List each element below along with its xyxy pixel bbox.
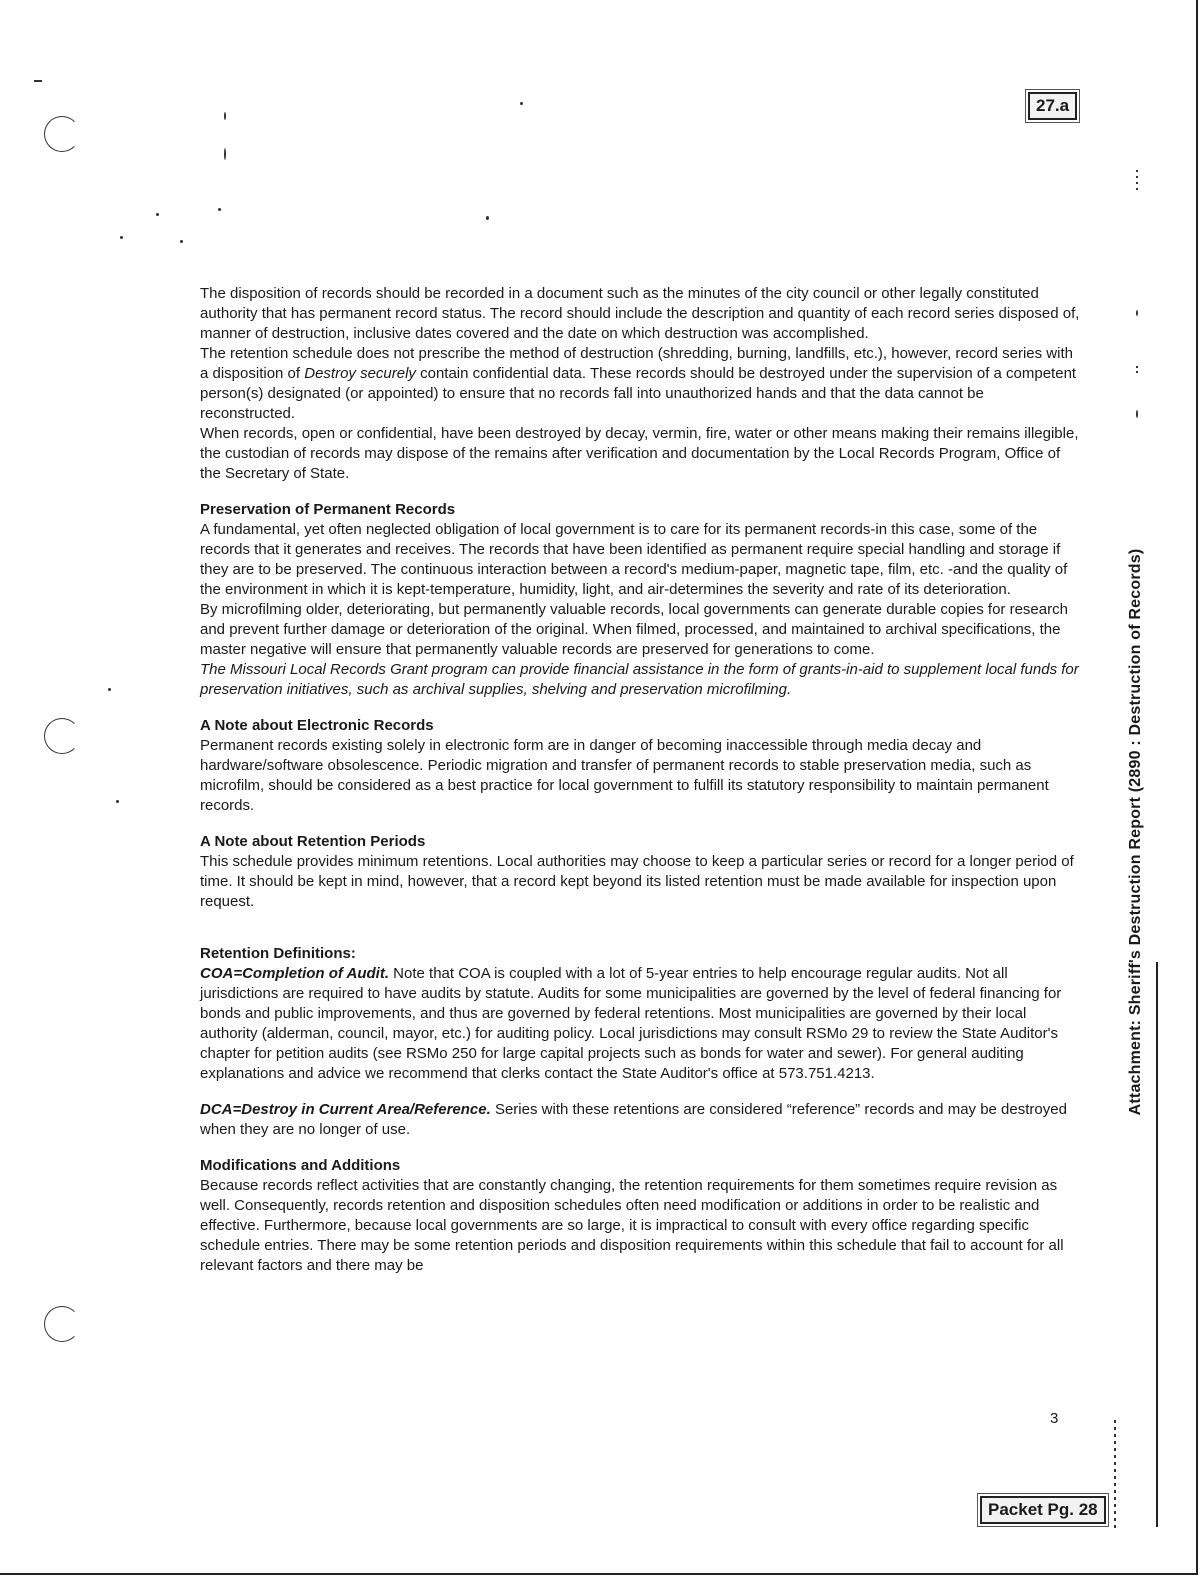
dca-term: DCA=Destroy in Current Area/Reference. (200, 1101, 491, 1118)
scan-speck (486, 216, 489, 220)
scan-speck (108, 688, 111, 691)
text-run: Note that COA is coupled with a lot of 5-year entries to help encourage regular audits. Not all jurisdictions are required to have audits by statute. Audits for some municipalities are governed by the level of federal financing for bonds and public improvements, and thus are governed by federal retentions. Most municipalities are governed by their local authority (alderman, council, mayor, etc.) for auditing policy. Local jurisdictions may consult RSMo 29 to review the State Auditor's chapter for petition audits (see RSMo 250 for large capital projects such as bonds for water and sewer). For general auditing explanations and advice we recommend that clerks contact the State Auditor's office at 573.751.4213. (200, 965, 1062, 1082)
attachment-side-label: Attachment: Sheriff's Destruction Report (2890 : Destruction of Records) (1127, 548, 1144, 1116)
scan-speck (1136, 310, 1138, 316)
binder-hole-top (44, 116, 80, 152)
binder-hole-bottom (44, 1306, 80, 1342)
text-run: Series with these retentions are considered “reference” records and may be destroyed when they are no longer of use. (200, 1101, 1067, 1138)
section-heading-preservation: Preservation of Permanent Records (200, 501, 456, 518)
preservation-paragraph-grant: The Missouri Local Records Grant program can provide financial assistance in the form of grants-in-aid to supplement local funds for preservation initiatives, such as archival supplies, shelving and preservation microfilming. (200, 661, 1079, 698)
section-heading-electronic-records: A Note about Electronic Records (200, 717, 434, 734)
scan-speck (34, 80, 42, 82)
section-heading-modifications: Modifications and Additions (200, 1157, 401, 1174)
scan-speck (156, 213, 159, 216)
intro-paragraph-destruction-method (200, 344, 1080, 424)
scan-speck (1136, 170, 1138, 194)
preservation-paragraph-1: A fundamental, yet often neglected obligation of local government is to care for its permanent records-in this case, some of the records that it generates and receives. The records that have been identified as permanent require special handling and storage if they are to be preserved. The continuous interaction between a record's medium-paper, magnetic tape, film, etc. -and the quality of the environment in which it is kept-temperature, humidity, light, and air-determines the severity and rate of its deterioration. (200, 521, 1068, 598)
electronic-records-paragraph: Permanent records existing solely in electronic form are in danger of becoming inaccessible through media decay and hardware/software obsolescence. Periodic migration and transfer of permanent records to stable preservation media, such as microfilm, should be considered as a best practice for local government to fulfill its statutory responsibility to maintain permanent records. (200, 737, 1049, 814)
section-heading-retention-definitions: Retention Definitions: (200, 945, 356, 962)
page-number: 3 (1050, 1410, 1059, 1427)
scan-speck (520, 102, 523, 105)
margin-rule (1156, 962, 1158, 1527)
document-body (200, 284, 1080, 1276)
text-run: contain confidential data. These records should be destroyed under the supervision of a competent person(s) designated (or appointed) to ensure that no records fall into unauthorized hands and that the data cannot be reconstructed. (200, 365, 1077, 422)
scan-speck (224, 148, 226, 160)
text-run: The retention schedule does not prescribe the method of destruction (shredding, burning, landfills, etc.), however, record series with a disposition of (200, 345, 1073, 382)
binder-hole-middle (44, 718, 80, 754)
section-heading-retention-periods: A Note about Retention Periods (200, 833, 426, 850)
scan-speck (224, 112, 226, 120)
scan-speck (180, 240, 183, 243)
margin-rule-dotted (1114, 1420, 1116, 1530)
packet-page-badge: Packet Pg. 28 (980, 1496, 1106, 1524)
preservation-paragraph-2: By microfilming older, deteriorating, but permanently valuable records, local governments can generate durable copies for research and prevent further damage or deterioration of the original. When filmed, processed, and maintained to archival specifications, the master negative will ensure that permanently valuable records are preserved for generations to come. (200, 601, 1068, 658)
scan-speck (1136, 410, 1138, 418)
scan-speck (116, 800, 119, 803)
definition-coa (200, 964, 1080, 1084)
destroy-securely-term: Destroy securely (304, 365, 416, 382)
definition-dca (200, 1100, 1080, 1140)
scan-speck (120, 236, 123, 239)
scan-speck (218, 208, 221, 211)
retention-periods-paragraph: This schedule provides minimum retentions. Local authorities may choose to keep a particular series or record for a longer period of time. It should be kept in mind, however, that a record kept beyond its listed retention must be made available for inspection upon request. (200, 853, 1074, 910)
coa-term: COA=Completion of Audit. (200, 965, 390, 982)
intro-paragraph-disposition: The disposition of records should be recorded in a document such as the minutes of the city council or other legally constituted authority that has permanent record status. The record should include the description and quantity of each record series disposed of, manner of destruction, inclusive dates covered and the date on which destruction was accomplished. (200, 285, 1080, 342)
intro-paragraph-damaged-records: When records, open or confidential, have been destroyed by decay, vermin, fire, water or other means making their remains illegible, the custodian of records may dispose of the remains after verification and documentation by the Local Records Program, Office of the Secretary of State. (200, 425, 1079, 482)
item-number-badge: 27.a (1028, 92, 1077, 120)
scan-speck (1136, 366, 1138, 376)
modifications-paragraph: Because records reflect activities that are constantly changing, the retention requirements for them sometimes require revision as well. Consequently, records retention and disposition schedules often need modification or additions in order to be realistic and effective. Furthermore, because local governments are so large, it is impractical to consult with every office regarding specific schedule entries. There may be some retention periods and disposition requirements within this schedule that fail to account for all relevant factors and there may be (200, 1177, 1064, 1274)
